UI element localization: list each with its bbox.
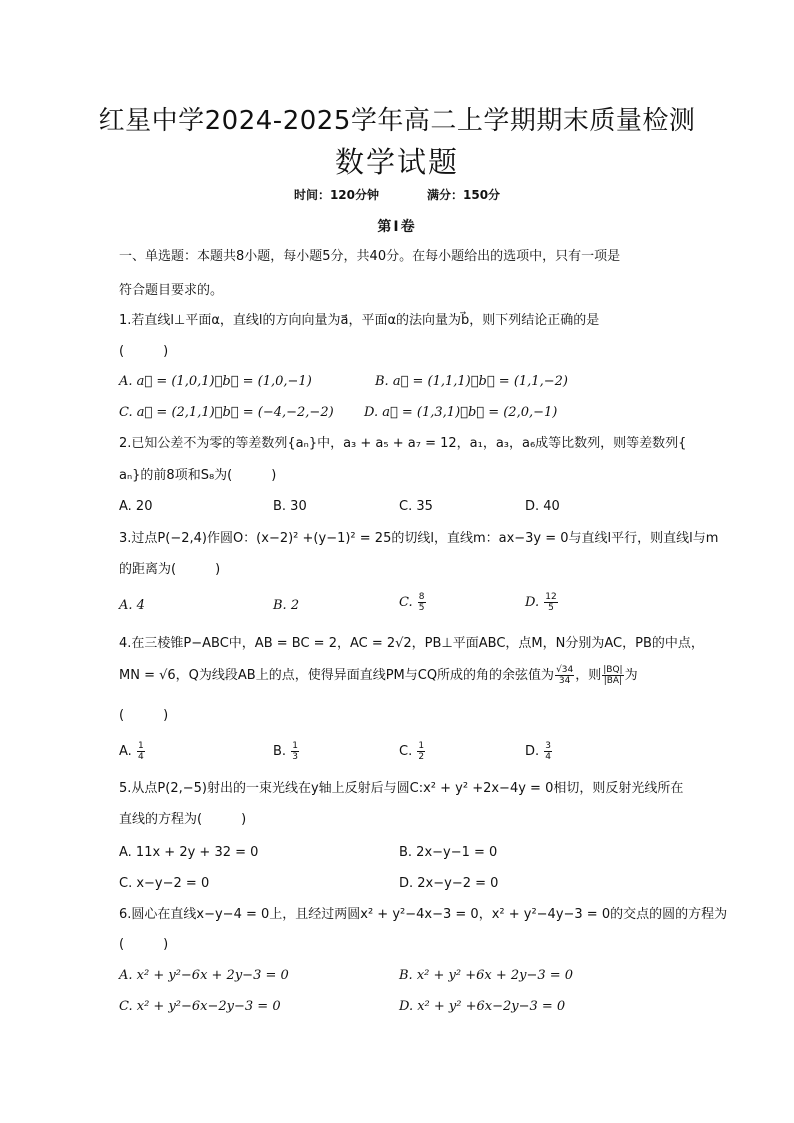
q4-option-d: D. $\frac{3}{4}$ [525, 741, 552, 762]
q5-option-b: B. 2x−y−1 = 0 [399, 845, 498, 860]
q4-stem-1: 4.在三棱锥P−ABC中，AB = BC = 2，AC = 2√2，PB⊥平面ABC，点M，N分别为AC，PB的中点， [119, 636, 704, 651]
q6-option-d: D. x² + y² +6x−2y−3 = 0 [399, 999, 566, 1014]
exam-info [0, 186, 794, 203]
q2-option-d: D. 40 [525, 499, 560, 514]
q3-option-c-fraction: $\frac{8}{5}$ [418, 592, 425, 613]
q4-stem-2: MN = √6，Q为线段AB上的点，使得异面直线PM与CQ所成的角的余弦值为 $\frac{√34}{34}$ ，则 $\frac{|BQ|}{|BA|}$ 为 [119, 665, 638, 686]
q3-option-c: C. $\frac{8}{5}$ [399, 592, 425, 613]
q5-option-d: D. 2x−y−2 = 0 [399, 876, 499, 891]
q1-option-a: A. a⃗ = (1,0,1)，b⃗ = (1,0,−1) [119, 374, 312, 389]
q4-option-d-fraction: $\frac{3}{4}$ [545, 741, 552, 762]
exam-score: 满分：150分 [427, 188, 501, 202]
q1-option-d: D. a⃗ = (1,3,1)，b⃗ = (2,0,−1) [364, 405, 558, 420]
q1-paren: ( ) [119, 344, 169, 359]
q4-option-a-fraction: $\frac{1}{4}$ [137, 741, 144, 762]
q3-option-d: D. $\frac{12}{5}$ [525, 592, 557, 613]
q3-stem-1: 3.过点P(−2,4)作圆O：(x−2)² +(y−1)² = 25的切线l，直线m：ax−3y = 0与直线l平行，则直线l与m [119, 531, 719, 546]
section-instruction-2: 符合题目要求的。 [119, 283, 224, 298]
q3-option-b: B. 2 [273, 598, 300, 613]
q3-stem-2: 的距离为( ) [119, 562, 221, 577]
q4-paren: ( ) [119, 708, 169, 723]
q6-paren: ( ) [119, 937, 169, 952]
exam-title: 红星中学2024-2025学年高二上学期期末质量检测 [98, 106, 696, 136]
q5-option-a: A. 11x + 2y + 32 = 0 [119, 845, 259, 860]
q2-stem-1: 2.已知公差不为零的等差数列{aₙ}中，a₃ + a₅ + a₇ = 12，a₁，a₃，a₆成等比数列，则等差数列{ [119, 436, 687, 451]
q4-ratio-fraction: $\frac{|BQ|}{|BA|}$ [603, 665, 623, 686]
q2-option-a: A. 20 [119, 499, 153, 514]
section-instruction-1: 一、单选题：本题共8小题，每小题5分，共40分。在每小题给出的选项中，只有一项是 [119, 249, 621, 264]
q6-option-b: B. x² + y² +6x + 2y−3 = 0 [399, 968, 574, 983]
q6-option-a: A. x² + y²−6x + 2y−3 = 0 [119, 968, 289, 983]
q2-option-b: B. 30 [273, 499, 307, 514]
q5-stem-2: 直线的方程为( ) [119, 812, 247, 827]
volume-heading: 第Ⅰ卷 [377, 219, 417, 235]
q1-option-c: C. a⃗ = (2,1,1)，b⃗ = (−4,−2,−2) [119, 405, 334, 420]
q5-option-c: C. x−y−2 = 0 [119, 876, 210, 891]
exam-time: 时间：120分钟 [293, 188, 379, 202]
q4-option-c-fraction: $\frac{1}{2}$ [418, 741, 425, 762]
q5-stem-1: 5.从点P(2,−5)射出的一束光线在y轴上反射后与圆C:x² + y² +2x−4y = 0相切，则反射光线所在 [119, 781, 684, 796]
q4-option-a: A. $\frac{1}{4}$ [119, 741, 144, 762]
q3-option-d-fraction: $\frac{12}{5}$ [545, 592, 557, 613]
q1-stem: 1.若直线l⊥平面α，直线l的方向向量为a⃗，平面α的法向量为b⃗，则下列结论正确的是 [119, 313, 600, 328]
q2-option-c: C. 35 [399, 499, 433, 514]
q4-option-c: C. $\frac{1}{2}$ [399, 741, 425, 762]
q3-option-a: A. 4 [119, 598, 145, 613]
q6-stem: 6.圆心在直线x−y−4 = 0上，且经过两圆x² + y²−4x−3 = 0，x² + y²−4y−3 = 0的交点的圆的方程为 [119, 907, 728, 922]
q4-option-b: B. $\frac{1}{3}$ [273, 741, 298, 762]
subject-title: 数学试题 [334, 145, 459, 179]
q4-option-b-fraction: $\frac{1}{3}$ [292, 741, 298, 762]
q4-cosine-fraction: $\frac{√34}{34}$ [556, 665, 574, 686]
q6-option-c: C. x² + y²−6x−2y−3 = 0 [119, 999, 281, 1014]
q2-stem-2: aₙ}的前8项和S₈为( ) [119, 468, 277, 483]
q1-option-b: B. a⃗ = (1,1,1)，b⃗ = (1,1,−2) [375, 374, 568, 389]
